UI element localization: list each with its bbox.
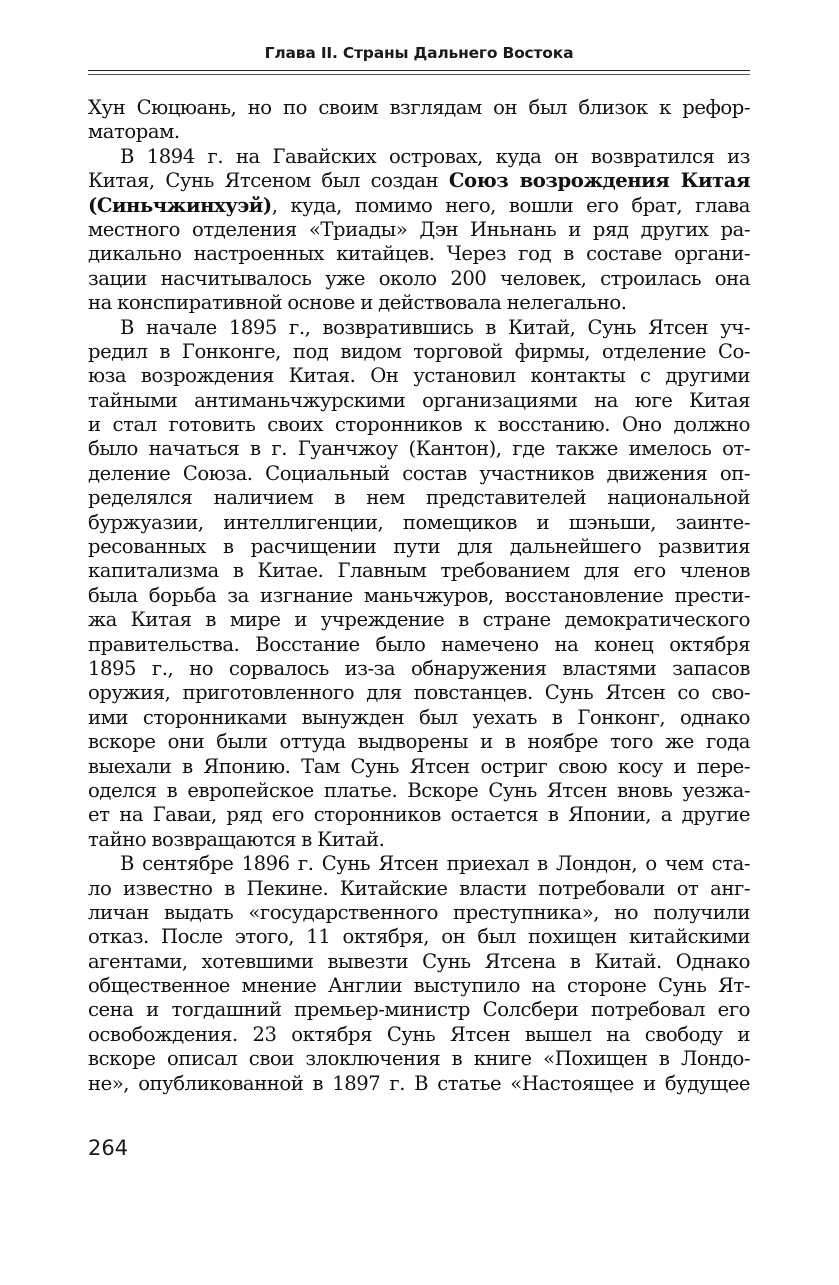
text-line: ло известно в Пекине. Китайские власти потребовали от анг-	[88, 876, 750, 900]
text-line: оделся в европейское платье. Вскоре Сунь Ятсен вновь уезжа-	[88, 778, 750, 802]
text-line: личан выдать «государственного преступника», но получили	[88, 900, 750, 924]
paragraph	[88, 96, 750, 145]
header-rule-thin	[88, 74, 750, 75]
text-line: агентами, хотевшими вывезти Сунь Ятсена в Китай. Однако	[88, 949, 750, 973]
header-rule	[88, 70, 750, 71]
text-line: зации насчитывалось уже около 200 человек, строилась она	[88, 266, 750, 290]
text-line: и стал готовить своих сторонников к восстанию. Оно должно	[88, 413, 750, 437]
text-line: деление Союза. Социальный состав участников движения оп-	[88, 461, 750, 485]
text-line: тайными антиманьчжурскими организациями на юге Китая	[88, 388, 750, 412]
text-line: В 1894 г. на Гавайских островах, куда он возвратился из	[120, 144, 750, 168]
text-line: вскоре они были оттуда выдворены и в ноябре того же года	[88, 730, 750, 754]
text-line: местного отделения «Триады» Дэн Иньнань и ряд других ра-	[88, 217, 750, 241]
paragraph	[88, 145, 750, 316]
text-line: В начале 1895 г., возвратившись в Китай, Сунь Ятсен уч-	[120, 315, 750, 339]
text-line: выехали в Японию. Там Сунь Ятсен остриг свою косу и пере-	[88, 754, 750, 778]
text-line: маторам.	[88, 120, 180, 144]
text-line: ими сторонниками вынужден был уехать в Гонконг, однако	[88, 705, 750, 729]
text-line: ет на Гаваи, ряд его сторонников остается в Японии, а другие	[88, 803, 750, 827]
text-line: В сентябре 1896 г. Сунь Ятсен приехал в Лондон, о чем ста-	[120, 852, 750, 876]
text-line: не», опубликованной в 1897 г. В статье «Настоящее и будущее	[88, 1071, 750, 1095]
page-number: 264	[88, 1136, 129, 1160]
text-line: правительства. Восстание было намечено на конец октября	[88, 632, 750, 656]
text-line: на конспиративной основе и действовала нелегально.	[88, 291, 627, 315]
paragraph	[88, 852, 750, 1096]
text-line: дикально настроенных китайцев. Через год в составе органи-	[88, 242, 750, 266]
text-line: 1895 г., но сорвалось из-за обнаружения властями запасов	[88, 656, 750, 680]
text-line: жа Китая в мире и учреждение в стране демократического	[88, 608, 750, 632]
text-line: ределялся наличием в нем представителей национальной	[88, 486, 750, 510]
text-line: вскоре описал свои злоключения в книге «Похищен в Лондо-	[88, 1047, 750, 1071]
running-head: Глава II. Страны Дальнего Востока	[264, 44, 574, 62]
text-line: Хун Сюцюань, но по своим взглядам он был близок к рефор-	[88, 96, 750, 119]
text-line: Китая, Сунь Ятсеном был создан Союз возрождения Китая	[88, 169, 751, 193]
text-line: отказ. После этого, 11 октября, он был похищен китайскими	[88, 925, 750, 949]
text-line: была борьба за изгнание маньчжуров, восстановление прести-	[88, 583, 750, 607]
body-text	[88, 96, 750, 1096]
text-line: было начаться в г. Гуанчжоу (Кантон), где также имелось от-	[88, 437, 750, 461]
paragraph	[88, 316, 750, 853]
text-line: ресованных в расчищении пути для дальнейшего развития	[88, 535, 750, 559]
text-line: освобождения. 23 октября Сунь Ятсен вышел на свободу и	[88, 1022, 750, 1046]
text-line: сена и тогдашний премьер-министр Солсбери потребовал его	[88, 998, 750, 1022]
text-line: общественное мнение Англии выступило на стороне Сунь Ят-	[88, 974, 750, 998]
text-line: буржуазии, интеллигенции, помещиков и шэньши, заинте-	[88, 510, 750, 534]
text-line: тайно возвращаются в Китай.	[88, 827, 385, 851]
text-line: оружия, приготовленного для повстанцев. Сунь Ятсен со сво-	[88, 681, 750, 705]
text-line: юза возрождения Китая. Он установил контакты с другими	[88, 364, 750, 388]
text-line: капитализма в Китае. Главным требованием для его членов	[88, 559, 750, 583]
text-line: (Синьчжинхуэй), куда, помимо него, вошли его брат, глава	[88, 193, 750, 217]
text-line: редил в Гонконге, под видом торговой фирмы, отделение Со-	[88, 339, 750, 363]
